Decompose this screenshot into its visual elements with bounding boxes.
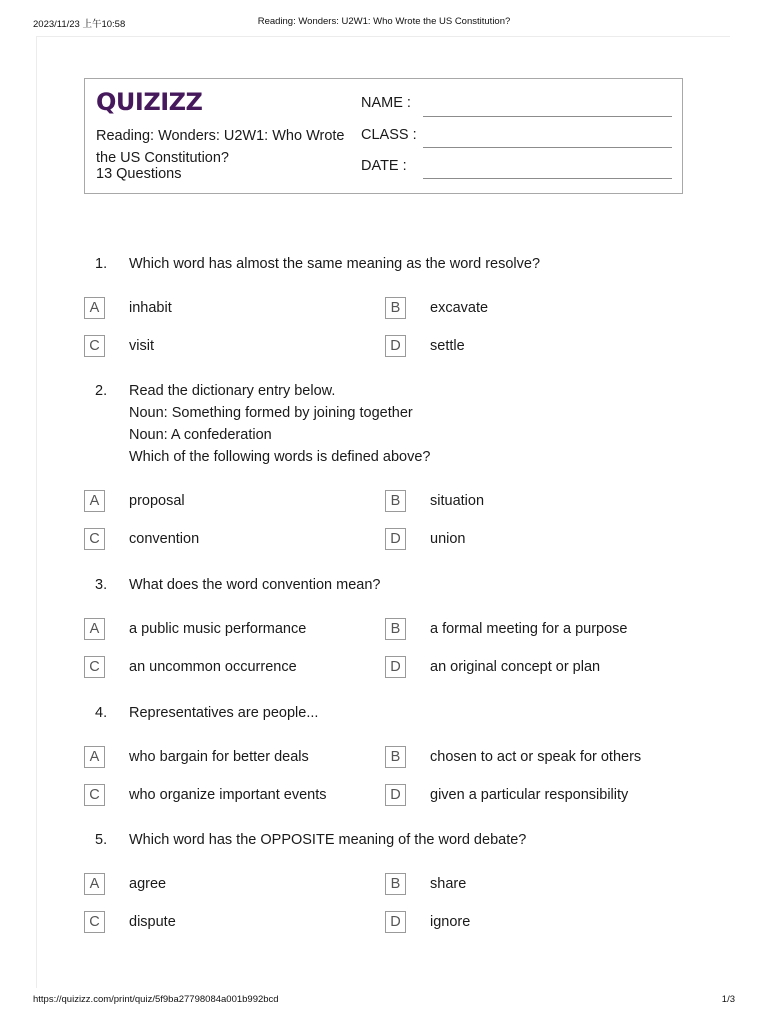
print-title: Reading: Wonders: U2W1: Who Wrote the US Constitution? [257,16,511,27]
date-label: DATE : [361,158,407,174]
option-text: convention [129,531,200,547]
question-line: Read the dictionary entry below. [129,383,336,399]
page-number: 1/3 [721,994,735,1005]
quiz-header-box [84,78,683,194]
quizizz-logo: QUIZIZZ [96,88,203,116]
option-letter-box: A [84,490,105,512]
option-letter-box: D [385,784,406,806]
date-line [423,178,672,179]
question-number: 4. [95,705,108,721]
name-line [423,116,672,117]
option-letter-box: B [385,873,406,895]
question-number: 2. [95,383,108,399]
question-text [129,253,669,275]
question-text [129,574,669,596]
option-text: who bargain for better deals [129,749,309,765]
page-edge [36,36,37,988]
option-letter-box: A [84,873,105,895]
question-line: Which word has the OPPOSITE meaning of the word debate? [129,832,527,848]
option-text: an original concept or plan [430,659,601,675]
question-text [129,380,669,468]
option-text: a public music performance [129,621,307,637]
option-letter-box: D [385,335,406,357]
question-line: What does the word convention mean? [129,577,381,593]
option-text: dispute [129,914,176,930]
option-letter-box: C [84,335,105,357]
page-edge [36,36,730,37]
quiz-title-line: the US Constitution? [96,150,229,166]
question-text [129,829,669,851]
question-number: 5. [95,832,108,848]
option-text: agree [129,876,167,892]
name-label: NAME : [361,95,411,111]
option-text: situation [430,493,485,509]
option-letter-box: D [385,656,406,678]
option-text: share [430,876,467,892]
option-text: a formal meeting for a purpose [430,621,628,637]
question-count: 13 Questions [96,166,182,182]
option-text: given a particular responsibility [430,787,629,803]
option-text: visit [129,338,154,354]
option-text: union [430,531,466,547]
class-line [423,147,672,148]
option-text: proposal [129,493,185,509]
option-letter-box: C [84,528,105,550]
question-line: Noun: A confederation [129,427,272,443]
option-letter-box: D [385,528,406,550]
option-text: ignore [430,914,471,930]
option-letter-box: B [385,746,406,768]
quiz-title [96,125,366,169]
print-header [33,16,735,30]
print-url: https://quizizz.com/print/quiz/5f9ba27798084a001b992bcd [33,994,279,1005]
class-label: CLASS : [361,127,417,143]
quiz-title-line: Reading: Wonders: U2W1: Who Wrote [96,128,345,144]
option-text: chosen to act or speak for others [430,749,642,765]
option-letter-box: B [385,297,406,319]
option-text: excavate [430,300,489,316]
option-letter-box: C [84,911,105,933]
print-date: 2023/11/23 上午10:58 [33,19,126,30]
question-number: 1. [95,256,108,272]
option-letter-box: A [84,297,105,319]
option-text: who organize important events [129,787,327,803]
option-letter-box: A [84,746,105,768]
question-number: 3. [95,577,108,593]
option-letter-box: D [385,911,406,933]
option-text: settle [430,338,465,354]
option-text: inhabit [129,300,172,316]
question-line: Which word has almost the same meaning as the word resolve? [129,256,541,272]
option-letter-box: C [84,784,105,806]
option-letter-box: A [84,618,105,640]
option-letter-box: C [84,656,105,678]
option-letter-box: B [385,618,406,640]
question-line: Which of the following words is defined above? [129,449,431,465]
question-text [129,702,669,724]
option-text: an uncommon occurrence [129,659,297,675]
print-footer [33,994,735,1008]
option-letter-box: B [385,490,406,512]
question-line: Representatives are people... [129,705,319,721]
question-line: Noun: Something formed by joining together [129,405,413,421]
